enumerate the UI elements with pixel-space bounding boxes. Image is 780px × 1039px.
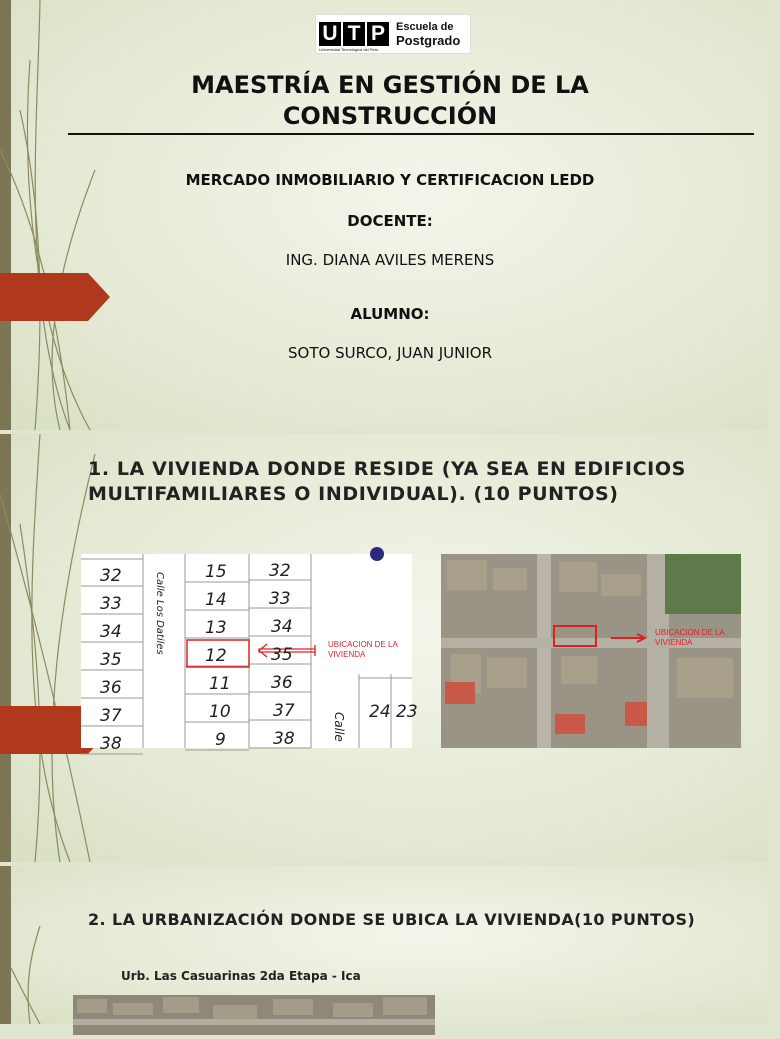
lot-number: 34	[100, 622, 122, 642]
lot-number: 14	[205, 590, 227, 610]
logo-line1: Escuela de	[396, 21, 454, 33]
docente-label: DOCENTE:	[347, 212, 433, 230]
lot-number: 32	[100, 566, 122, 586]
lot-number: 38	[273, 729, 295, 749]
street-map	[81, 554, 418, 754]
lot-number: 23	[396, 702, 418, 722]
lot-number: 34	[271, 617, 293, 637]
street-name: Calle Los Datiles	[154, 572, 165, 655]
lot-number: 38	[100, 734, 122, 754]
satellite-image	[73, 995, 435, 1035]
section-heading: 2. LA URBANIZACIÓN DONDE SE UBICA LA VIVIENDA(10 PUNTOS)	[88, 910, 696, 929]
lot-number: 11	[209, 674, 231, 694]
slide-title	[0, 0, 768, 430]
logo-line2: Postgrado	[396, 33, 461, 48]
alumno-label: ALUMNO:	[350, 305, 430, 323]
utp-logo	[315, 14, 471, 54]
alumno-name: SOTO SURCO, JUAN JUNIOR	[288, 344, 492, 362]
section-heading: 1. LA VIVIENDA DONDE RESIDE (YA SEA EN EDIFICIOS MULTIFAMILIARES O INDIVIDUAL). (10 PUNTOS)	[88, 458, 686, 505]
lot-number: 12	[205, 646, 227, 666]
lot-number: 33	[100, 594, 122, 614]
lot-number: 36	[100, 678, 122, 698]
slide-urbanizacion	[0, 866, 768, 1024]
lot-number: 15	[205, 562, 227, 582]
section-subtitle: Urb. Las Casuarinas 2da Etapa - Ica	[121, 969, 361, 983]
logo-letter: U	[319, 22, 341, 46]
lot-number: 35	[100, 650, 122, 670]
location-label: UBICACION DE LA VIVIENDA	[655, 628, 725, 647]
street-name: Calle	[332, 712, 346, 742]
satellite-photo	[441, 554, 741, 748]
logo-letter: T	[343, 22, 365, 46]
logo-letter: P	[367, 22, 389, 46]
lot-number: 10	[209, 702, 231, 722]
lot-number: 13	[205, 618, 227, 638]
logo-tagline: Universidad Tecnológica del Perú	[319, 47, 379, 52]
satellite-photo	[73, 995, 435, 1035]
location-label: UBICACION DE LA VIVIENDA	[328, 640, 398, 659]
lot-number: 35	[271, 645, 293, 665]
slide-vivienda	[0, 434, 768, 862]
lot-number: 9	[215, 730, 226, 750]
course-name: MERCADO INMOBILIARIO Y CERTIFICACION LEDD	[185, 171, 595, 189]
lot-number: 32	[269, 561, 291, 581]
satellite-image	[441, 554, 741, 748]
lot-number: 24	[369, 702, 391, 722]
title-divider	[68, 133, 754, 135]
page-title: MAESTRÍA EN GESTIÓN DE LA CONSTRUCCIÓN	[191, 71, 589, 130]
lot-number: 36	[271, 673, 293, 693]
compass-icon	[370, 547, 384, 561]
lot-number: 37	[273, 701, 295, 721]
lot-number: 37	[100, 706, 122, 726]
lot-number: 33	[269, 589, 291, 609]
docente-name: ING. DIANA AVILES MERENS	[285, 251, 495, 269]
